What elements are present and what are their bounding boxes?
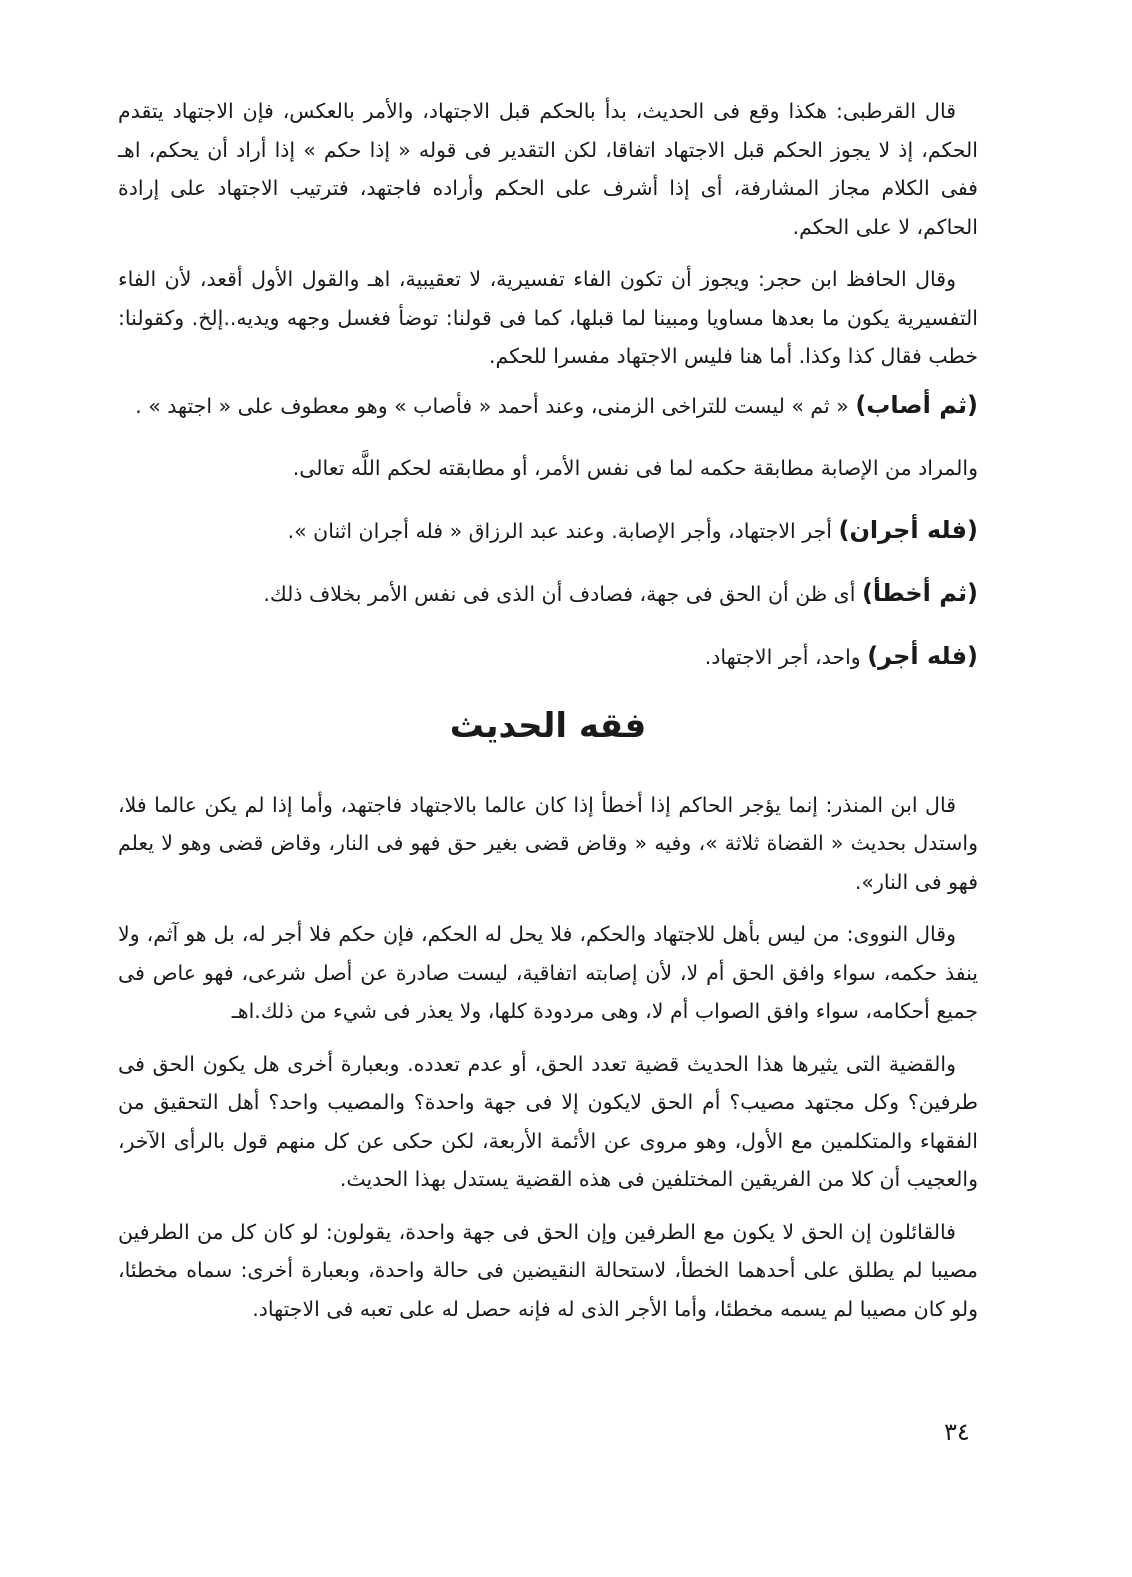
commentary-entry xyxy=(118,578,978,609)
section-title: فقه الحديث xyxy=(449,705,647,746)
entry-text: « ثم » ليست للتراخى الزمنى، وعند أحمد « فأصاب » وهو معطوف على « اجتهد » . xyxy=(135,393,856,418)
paragraph: فالقائلون إن الحق لا يكون مع الطرفين وإن الحق فى جهة واحدة، يقولون: لو كان كل من الطرفين مصيبا لم يطلق على أحدهما الخطأ، لاستحالة النقيضين فى حالة واحدة، وبعبارة أخرى: سماه مخطئا، ولو كان مصيبا لم يسمه مخطئا، وأما الأجر الذى له فإنه حصل له على تعبه فى الاجتهاد. xyxy=(118,1219,978,1321)
entry-text: واحد، أجر الاجتهاد. xyxy=(704,644,868,669)
entry-term: (ثم أصاب) xyxy=(855,390,978,419)
entry-text: والمراد من الإصابة مطابقة حكمه لما فى نفس الأمر، أو مطابقته لحكم اللَّه تعالى. xyxy=(292,455,978,480)
commentary-entry xyxy=(118,390,978,421)
entry-text: أى ظن أن الحق فى جهة، فصادف أن الذى فى نفس الأمر بخلاف ذلك. xyxy=(263,581,862,606)
entry-term: (ثم أخطأ) xyxy=(861,578,978,607)
entry-text: أجر الاجتهاد، وأجر الإصابة. وعند عبد الرزاق « فله أجران اثنان ». xyxy=(287,518,839,543)
commentary-line xyxy=(118,453,978,483)
entry-term: (فله أجر) xyxy=(867,641,978,670)
entry-term: (فله أجران) xyxy=(838,515,978,544)
commentary-entry xyxy=(118,515,978,546)
paragraph: والقضية التى يثيرها هذا الحديث قضية تعدد الحق، أو عدم تعدده. وبعبارة أخرى هل يكون الحق فى طرفين؟ وكل مجتهد مصيب؟ أم الحق لايكون إلا فى جهة واحدة؟ والمصيب واحد؟ أهل التحقيق من الفقهاء والمتكلمين مع الأول، وهو مروى عن الأئمة الأربعة، لكن حكى عن كل منهم قول بالرأى الآخر، والعجيب أن كلا من الفريقين المختلفين فى هذه القضية يستدل بهذا الحديث. xyxy=(118,1051,978,1191)
page-number: ٣٤ xyxy=(944,1418,970,1446)
paragraph: وقال الحافظ ابن حجر: ويجوز أن تكون الفاء تفسيرية، لا تعقيبية، اهـ والقول الأول أقعد، لأن الفاء التفسيرية يكون ما بعدها مساويا ومبينا لما قبلها، كما فى قولنا: توضأ فغسل وجهه ويديه..إلخ. وكقولنا: خطب فقال كذا وكذا. أما هنا فليس الاجتهاد مفسرا للحكم. xyxy=(118,267,978,368)
paragraph: وقال النووى: من ليس بأهل للاجتهاد والحكم، فلا يحل له الحكم، فإن حكم فلا أجر له، بل هو آثم، ولا ينفذ حكمه، سواء وافق الحق أم لا، لأن إصابته اتفاقية، ليست صادرة عن أصل شرعى، فهو عاص فى جميع أحكامه، سواء وافق الصواب أم لا، وهى مردودة كلها، ولا يعذر فى شيء من ذلك.اهـ xyxy=(118,922,978,1023)
page-body xyxy=(118,92,978,1342)
commentary-entry xyxy=(118,641,978,672)
paragraph: قال ابن المنذر: إنما يؤجر الحاكم إذا أخطأ إذا كان عالما بالاجتهاد فاجتهد، وأما إذا لم يكن عالما فلا، واستدل بحديث « القضاة ثلاثة »، وفيه « وقاض قضى بغير حق فهو فى النار، وقاض قضى وهو لا يعلم فهو فى النار». xyxy=(118,792,978,894)
paragraph: قال القرطبى: هكذا وقع فى الحديث، بدأ بالحكم قبل الاجتهاد، والأمر بالعكس، فإن الاجتهاد يتقدم الحكم، إذ لا يجوز الحكم قبل الاجتهاد اتفاقا، لكن التقدير فى قوله « إذا حكم » إذا أراد أن يحكم، اهـ ففى الكلام مجاز المشارفة، أى إذا أشرف على الحكم وأراده فاجتهد، فترتيب الاجتهاد على إرادة الحاكم، لا على الحكم. xyxy=(118,99,978,239)
